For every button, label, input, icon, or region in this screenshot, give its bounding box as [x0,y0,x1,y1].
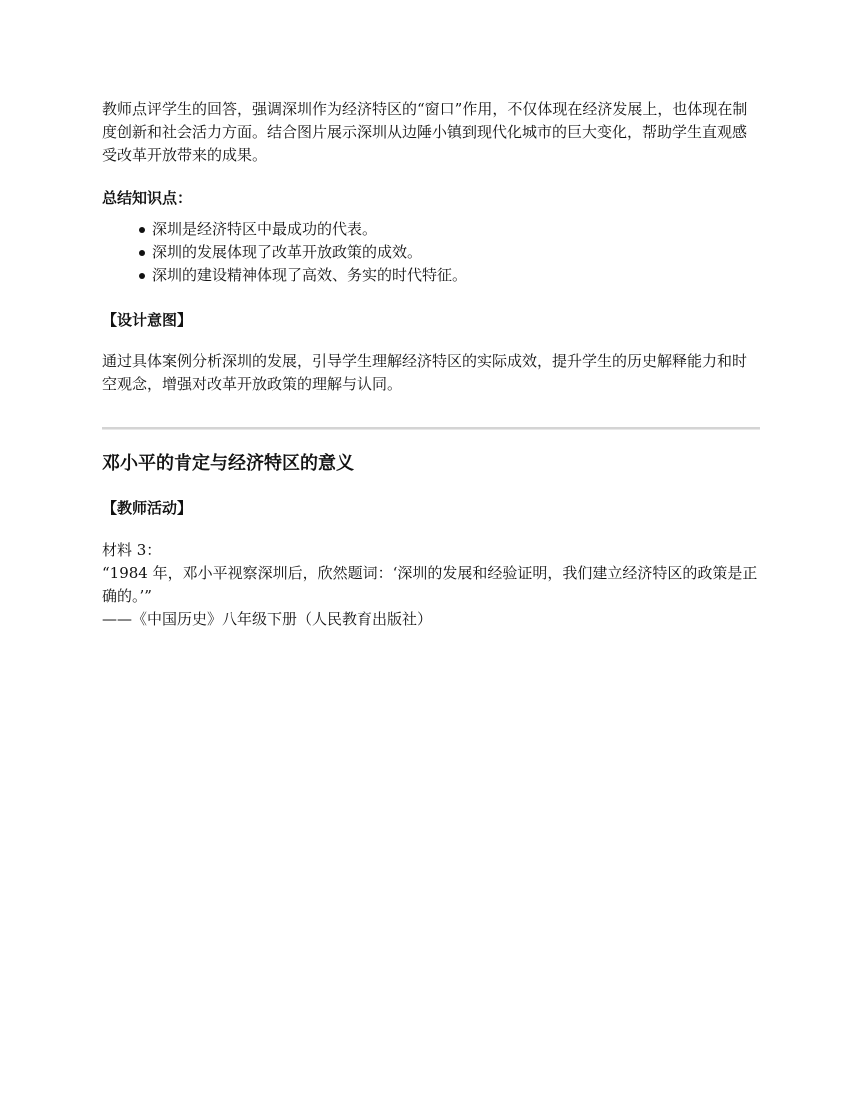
summary-label: 总结知识点： [102,189,193,207]
list-item [102,264,760,287]
design-intent-label: 【设计意图】 [102,311,193,329]
material-quote: “1984 年，邓小平视察深圳后，欣然题词：‘深圳的发展和经验证明，我们建立经济特区的政策是正确的。’” [102,564,758,605]
list-item-text: 深圳的发展体现了改革开放政策的成效。 [152,243,423,261]
material-label: 材料 3： [102,541,162,559]
bullet-icon [139,227,145,233]
section-divider [102,427,760,430]
design-intent-text: 通过具体案例分析深圳的发展，引导学生理解经济特区的实际成效，提升学生的历史解释能力和时空观念，增强对改革开放政策的理解与认同。 [102,352,748,393]
list-item [102,218,760,241]
teacher-activity-label: 【教师活动】 [102,499,193,517]
bullet-icon [139,273,145,279]
section-title: 邓小平的肯定与经济特区的意义 [102,453,354,474]
material-source: ——《中国历史》八年级下册（人民教育出版社） [102,610,433,628]
list-item-text: 深圳的建设精神体现了高效、务实的时代特征。 [152,266,468,284]
list-item-text: 深圳是经济特区中最成功的代表。 [152,220,378,238]
bullet-icon [139,250,145,256]
summary-list [102,218,760,287]
document-page [102,98,760,631]
list-item [102,241,760,264]
intro-paragraph: 教师点评学生的回答，强调深圳作为经济特区的“窗口”作用，不仅体现在经济发展上，也体现在制度创新和社会活力方面。结合图片展示深圳从边陲小镇到现代化城市的巨大变化，帮助学生直观感受改革开放带来的成果。 [102,100,748,164]
